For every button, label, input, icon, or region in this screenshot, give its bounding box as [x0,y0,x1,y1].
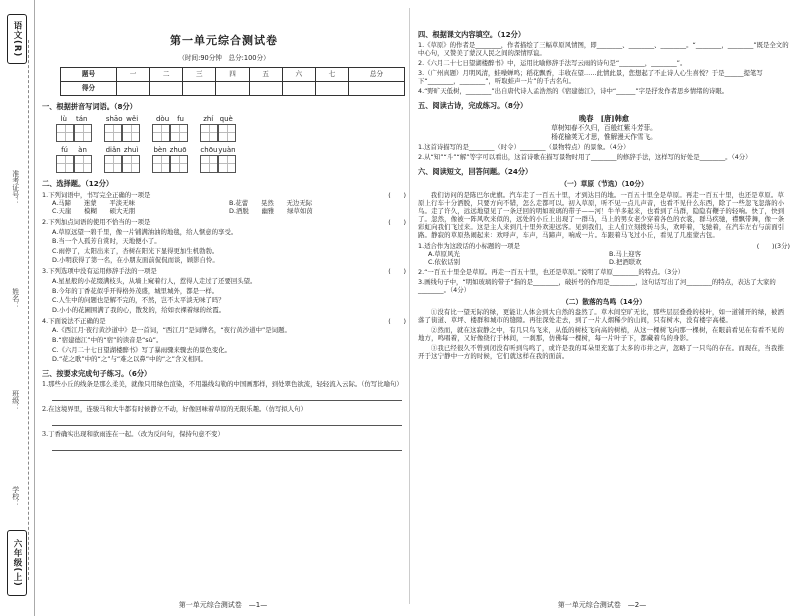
option: B.马上迎客 [609,249,641,258]
pinyin-syllable: zhuì [123,145,139,154]
binding-margin [0,0,35,616]
passage-2-title: （二）散落的鸟鸣（14分） [561,297,647,306]
page-1 [38,0,408,616]
poem-title: 晚春 [唐]韩愈 [579,114,629,123]
section-1-title: 一、根据拼音写词语。（8分） [42,101,137,111]
page-1-footer: 第一单元综合测试卷 —1— [178,601,268,610]
option: D.“花之歌”中的“之”与“难之以鼻”中的“之”含义相同。 [52,355,207,364]
pinyin-syllable: shāo [105,114,123,123]
poem-line: 草树知春不久归，百般红紫斗芳菲。 [551,124,657,132]
page-2 [412,0,792,616]
score-cell[interactable] [282,81,315,95]
question-text: 4.下面说法不正确的是 [42,316,106,325]
tianzige-box[interactable] [200,155,218,173]
option: B.今年的丁香花似乎开得格外茂盛，城里城外，都是一样。 [52,286,219,295]
option: D.小小的花圃围满了我的心，散发的，给如衣裸着绿的丝霞。 [52,305,226,314]
option: D.小明获得了第一名，在小朋友面前侃侃而谈，顾影自怜。 [52,256,219,265]
pinyin-group [104,146,140,173]
tianzige-box[interactable] [56,124,74,142]
question-text: 1.那些小丘的线条是那么柔美，就像只用绿色渲染，不用墨线勾勒的中国画那样，到处翠色欲流，轻轻流入云际。（仿写比喻句） [42,380,403,389]
score-cell[interactable] [216,81,249,95]
class-label: 班级： [11,390,20,411]
pinyin-syllable: fu [177,114,184,123]
pinyin-row-2 [56,146,406,173]
name-label: 姓名： [11,288,20,309]
score-cell[interactable] [116,81,149,95]
page-divider [409,8,410,604]
option: D.把酒联欢 [609,257,642,266]
option: C.《六月二十七日望湖楼醉书》写了暴雨骤来骤去的景色变化。 [52,345,232,354]
section-3-title: 三、按要求完成句子练习。（6分） [42,369,152,379]
pinyin-syllable: chōu [200,145,218,154]
answer-paren[interactable]: ( ) [388,267,406,276]
answer-paren[interactable]: ( ) [388,217,406,226]
question-text: 1.适合作为这段话的小标题的一项是 [418,241,520,250]
section-4-title: 四、根据课文内容填空。（12分） [418,30,526,39]
tianzige-box[interactable] [74,155,92,173]
score-header-cell: 二 [150,67,183,81]
tianzige-box[interactable] [122,124,140,142]
pinyin-group [104,115,140,142]
pinyin-syllable: lù [60,114,67,123]
question-text: 2.在这境界里，连骏马和大牛都有时候静立不动，好像回味着草原的无限乐趣。（仿写拟人句） [42,405,307,414]
pinyin-syllable: àn [78,145,87,154]
option: B.“宿建德江”中的“宿”的读音是“sù”。 [52,335,163,344]
score-header-cell: 题号 [61,67,117,81]
question-text: 1.下列词语中，书写完全正确的一项是 [42,190,151,199]
tianzige-box[interactable] [152,124,170,142]
option: A.星星般的小花缀满枝头，从墙上窥着行人，惹得人走过了还要回头望。 [52,276,257,285]
pinyin-group [56,115,92,142]
passage-paragraph: 我们访问的是陈巴尔虎旗。汽车走了一百五十里，才到达目的地。一百五十里全是草原。再走一百五十里，也还是草原。草原上行车十分洒脱，只要方向不错，怎么走都可以。初入草原，听不见一点儿声音，也看不见什么东西，除了一些忽飞忽落的小鸟。走了许久，远远地望见了一条迂回的明如玻璃的带子——河！牛羊多起来，也看到了马群，隐隐有鞭子的轻响。快了，快到了。忽然，像被一阵风吹来似的，远处的小丘上出现了一群马，马上的男女老少穿着各色的衣裳，群马疾驰，襟飘带舞，像一条彩虹向我们飞过来。这是主人来到几十里外欢迎远客。见到我们，主人们立刻拨转马头，欢呼着，飞驰着，在汽车左右与前面引路。静寂的草原热闹起来：欢呼声，车声，马蹄声，响成一片。车跟着马飞过小丘，看见了几座蒙古包。 [418,190,785,239]
score-cell[interactable] [183,81,216,95]
score-header-cell: 四 [216,67,249,81]
tianzige-box[interactable] [170,155,188,173]
passage-1-title: （一）草原（节选）（10分） [560,180,648,189]
pinyin-row-1 [56,115,406,142]
option: A.草原远望一碧千里，像一片铺满油油的地毯，给人惬意的享受。 [52,227,238,236]
score-header-cell: 六 [282,67,315,81]
score-cell[interactable] [349,81,405,95]
pinyin-group [200,146,236,173]
score-header-cell: 总分 [349,67,405,81]
option: C.依依话别 [428,257,461,266]
pinyin-syllable: yuàn [218,145,236,154]
pinyin-syllable: zhí [203,114,214,123]
pinyin-syllable: tán [75,114,88,123]
pinyin-syllable: wěi [126,114,139,123]
answer-paren[interactable]: ( ) [388,316,406,325]
question-text: 1.《草原》的作者是________，作者描绘了三幅草原风情图，即________、________、________。“________，________”既是全文的中心句，又赞美了蒙汉人民之间的深情厚谊。 [418,41,789,57]
passage-paragraph: ②然而，就在这寂静之中，有几只鸟飞来，从低的树枝飞向高的树梢，从这一棵树飞向那一棵树，在眼前看见在有看不见的地方，鸣唱着，又好像绕行于林间，一刹那，仿佛每一棵树，每一片叶子下，都藏着鸟的身影。 [418,326,784,343]
pinyin-syllable: què [219,114,233,123]
option: C.雨停了，太阳出来了，杏树在阳光下显得更加生机勃勃。 [52,246,219,255]
score-cell[interactable] [315,81,348,95]
passage-paragraph: ③我已经很久不曾到闭没有听到鸟鸣了，或许是我的耳朵里充塞了太多的市井之声，忽略了一只鸟的存在。而现在，当我推开于这宁静中一方的时候，它们就这样在我的面前。 [418,344,784,361]
section-6-title: 六、阅读短文，回答问题。（24分） [418,167,533,177]
school-label: 学校： [11,486,20,507]
pinyin-syllable: zhuō [169,145,187,154]
answer-paren[interactable]: ( ) [388,190,406,199]
question-text: 3.下列选项中没有运用修辞手法的一项是 [42,267,157,276]
pinyin-syllable: diǎn [105,145,121,154]
question-text: 2.下列加点词语的使用不恰当的一项是 [42,217,151,226]
option: B.花蕾 晃然 无边无际 [229,198,313,207]
tianzige-box[interactable] [122,155,140,173]
answer-line[interactable] [52,415,402,426]
tianzige-box[interactable] [170,124,188,142]
option: A.马蹄 迷蒙 平淡无味 [52,198,135,207]
score-cell[interactable] [249,81,282,95]
score-cell[interactable] [150,81,183,95]
answer-line[interactable] [52,440,402,451]
exam-subtitle: （时间:90分钟 总分:100分） [178,53,270,62]
option: A.《西江月·夜行黄沙道中》是一首词，“西江月”是词牌名，“夜行黄沙道中”是词题。 [52,326,291,335]
question-text: 3.画线句子中，“明如玻璃的带子”指的是________，破折号的作用是________，这句话写出了河________的特点，表达了大家的________。（4分） [418,277,776,294]
tianzige-box[interactable] [56,155,74,173]
section-5-title: 五、阅读古诗，完成练习。（8分） [418,101,528,110]
score-header-cell: 七 [315,67,348,81]
pinyin-group [152,115,188,142]
option: A.草原风光 [428,249,460,258]
pinyin-syllable: dòu [155,114,170,123]
score-table-score-row [61,81,405,95]
pinyin-group [56,146,92,173]
options-grid [52,199,406,215]
poem-line: 杨花榆荚无才思，惟解漫天作雪飞。 [551,133,657,142]
pinyin-group [152,146,188,173]
tianzige-box[interactable] [104,124,122,142]
tianzige-box[interactable] [218,155,236,173]
question-text: 4.“野旷天低树，________”出自唐代诗人孟浩然的《宿建德江》，诗中“______”字是抒发作者思乡情绪的诗眼。 [418,87,729,95]
grade-badge: 六年级(上) [7,530,27,596]
score-table-header-row [61,67,405,81]
score-header-cell: 三 [183,67,216,81]
tianzige-box[interactable] [152,155,170,173]
pinyin-group [200,115,236,142]
tianzige-box[interactable] [104,155,122,173]
option: D.酒脱 幽雅 绿草如茵 [229,206,313,215]
question-text: 2.“一百五十里全是草原。再走一百五十里，也还是草原。”说明了草原________的特点。（3分） [418,267,685,276]
exam-number-label: 准考证号： [11,170,20,205]
passage-paragraph: ①没有比一望无际的绿，更能让人体会到大自然的盎然了。草木间空旷无比，那些层层叠叠的枝叶，如一道铺开的绿，被洒落了街道、草坪、楼群和城市的缝隙。再往深处走去，到了一片人烟稀少的山间，只有树木，没有楼宇高楼。 [418,308,784,325]
question-text: 3.（广州真题）月明风清，蛙噪蝉鸣；稻花飘香，丰收在望……此情此景，您想起了不止诗人心生喜悦？于是______提笔写下“________，________”，听取蛙声一片”的千古名句。 [418,69,763,85]
score-header-cell: 五 [249,67,282,81]
score-row-label: 得分 [61,81,117,95]
subject-badge: 语文(R) [7,14,27,64]
options-grid [428,250,790,266]
score-table [60,67,405,96]
score-header-cell: 一 [116,67,149,81]
option: C.天崖 模糊 硕大无朋 [52,206,136,215]
binding-dashed-line [28,40,29,580]
question-text: 2.《六月二十七日望湖楼醉书》中，运用比喻修辞手法写云雨的诗句是“________，________”。 [418,59,687,67]
pinyin-syllable: fú [61,145,68,154]
question-text: 1.这首诗描写的是________（时令）________（景物特点）的景象。（4分） [418,143,630,152]
section-2-title: 二、选择题。（12分） [42,178,114,188]
question-text: 2.从“知”“斗”“解”等字可以看出，这首诗歌在描写景物时用了________的修辞手法，这样写的好处是________。（4分） [418,153,752,162]
page-2-footer: 第一单元综合测试卷 —2— [557,601,647,610]
exam-title: 第一单元综合测试卷 [170,34,278,47]
option: C.人生中的问题也是解不完的，不然，岂不太平淡无味了吗？ [52,296,225,305]
option: B.当一个人孤芳自赏时，天地便小了。 [52,237,161,246]
question-text: 3.丁香确实出现和欲雨连在一起。（改为反问句，保持句意不变） [42,430,224,439]
tianzige-box[interactable] [218,124,236,142]
tianzige-box[interactable] [200,124,218,142]
answer-paren[interactable]: ( )(3分) [756,241,790,250]
answer-line[interactable] [52,390,402,401]
pinyin-syllable: bèn [153,145,167,154]
tianzige-box[interactable] [74,124,92,142]
